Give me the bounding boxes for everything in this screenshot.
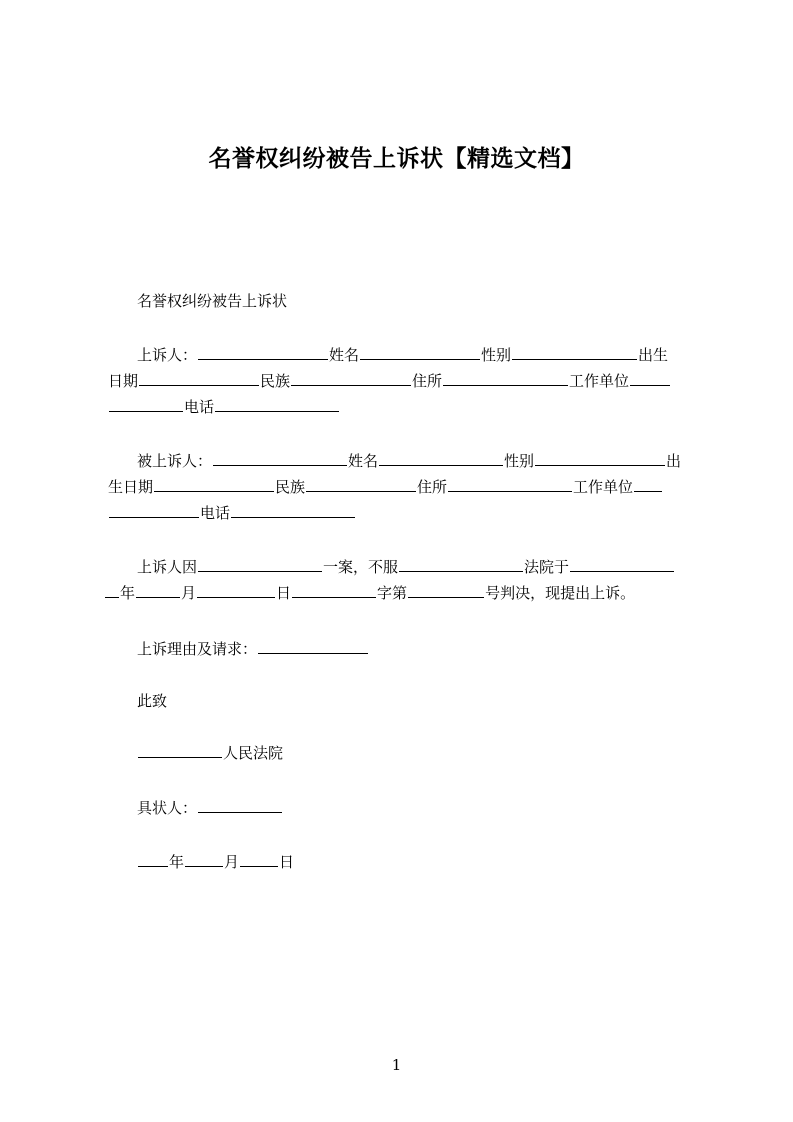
appellant-line-1 (137, 342, 668, 368)
appeal-year-blank (105, 582, 119, 598)
appellant-birth-label-2: 日期 (108, 372, 139, 390)
reasons-line (137, 636, 369, 662)
respondent-line-2 (108, 474, 663, 500)
respondent-label: 被上诉人： (137, 452, 213, 470)
appellant-birth-blank (139, 370, 259, 386)
appeal-text-1: 上诉人因 (137, 558, 198, 576)
appeal-day-label: 日 (276, 584, 292, 602)
court-blank (138, 742, 222, 758)
appeal-line-1 (137, 554, 675, 580)
respondent-gender-label: 性别 (504, 452, 535, 470)
appellant-line-3 (108, 394, 340, 420)
appellant-blank (198, 344, 328, 360)
appellant-employer-blank-cont (109, 396, 183, 412)
appellant-gender-label: 性别 (481, 346, 512, 364)
date-day-blank (240, 851, 278, 867)
respondent-blank (213, 450, 347, 466)
signer-blank (198, 797, 282, 813)
appeal-text-3: 法院于 (524, 558, 570, 576)
appeal-day-blank (197, 582, 275, 598)
appeal-court-blank (399, 556, 523, 572)
salutation: 此致 (137, 692, 168, 710)
appellant-ethnicity-label: 民族 (260, 372, 291, 390)
respondent-ethnicity-blank (306, 476, 416, 492)
date-day-label: 日 (279, 853, 295, 871)
date-year-blank (138, 851, 168, 867)
respondent-line-1 (137, 448, 681, 474)
appeal-number-blank (408, 582, 484, 598)
signer-line (137, 795, 283, 821)
appellant-residence-label: 住所 (412, 372, 443, 390)
appeal-zi-label: 字第 (377, 584, 408, 602)
respondent-ethnicity-label: 民族 (275, 478, 306, 496)
date-line (137, 849, 294, 875)
respondent-residence-label: 住所 (417, 478, 448, 496)
document-heading: 名誉权纠纷被告上诉状 (137, 292, 288, 310)
respondent-employer-blank-cont (109, 502, 199, 518)
respondent-line-3 (108, 500, 356, 526)
respondent-birth-blank (154, 476, 274, 492)
respondent-gender-blank (535, 450, 665, 466)
date-month-label: 月 (224, 853, 240, 871)
appellant-birth-label-1: 出生 (638, 346, 669, 364)
appeal-year-label: 年 (120, 584, 136, 602)
appellant-residence-blank (443, 370, 568, 386)
court-label: 人民法院 (223, 744, 284, 762)
respondent-birth-label-1: 出 (666, 452, 682, 470)
appellant-phone-blank (215, 396, 339, 412)
respondent-residence-blank (448, 476, 572, 492)
appellant-phone-label: 电话 (184, 398, 215, 416)
appellant-label: 上诉人： (137, 346, 198, 364)
appeal-case-blank (198, 556, 322, 572)
appeal-ending: 号判决，现提出上诉。 (485, 584, 636, 602)
appellant-ethnicity-blank (291, 370, 411, 386)
court-line (137, 740, 283, 766)
reasons-label: 上诉理由及请求： (137, 640, 258, 658)
appellant-name-label: 姓名 (329, 346, 360, 364)
signer-label: 具状人： (137, 799, 198, 817)
document-title: 名誉权纠纷被告上诉状【精选文档】 (208, 146, 585, 172)
respondent-phone-label: 电话 (200, 504, 231, 522)
respondent-birth-label-2: 生日期 (108, 478, 154, 496)
appeal-zi-blank (292, 582, 376, 598)
date-month-blank (185, 851, 223, 867)
appellant-employer-blank (630, 370, 670, 386)
appellant-employer-label: 工作单位 (569, 372, 630, 390)
appeal-line-2 (104, 580, 635, 606)
appellant-gender-blank (512, 344, 637, 360)
appeal-date-blank (570, 556, 674, 572)
respondent-employer-blank (634, 476, 662, 492)
appeal-month-label: 月 (181, 584, 197, 602)
respondent-name-label: 姓名 (348, 452, 379, 470)
respondent-phone-blank (231, 502, 355, 518)
appeal-text-2: 一案，不服 (323, 558, 399, 576)
respondent-name-blank (379, 450, 503, 466)
appellant-line-2 (108, 368, 671, 394)
date-year-label: 年 (169, 853, 185, 871)
respondent-employer-label: 工作单位 (573, 478, 634, 496)
appellant-name-blank (360, 344, 480, 360)
appeal-month-blank (136, 582, 180, 598)
reasons-blank (258, 638, 368, 654)
page-number: 1 (391, 1056, 402, 1074)
